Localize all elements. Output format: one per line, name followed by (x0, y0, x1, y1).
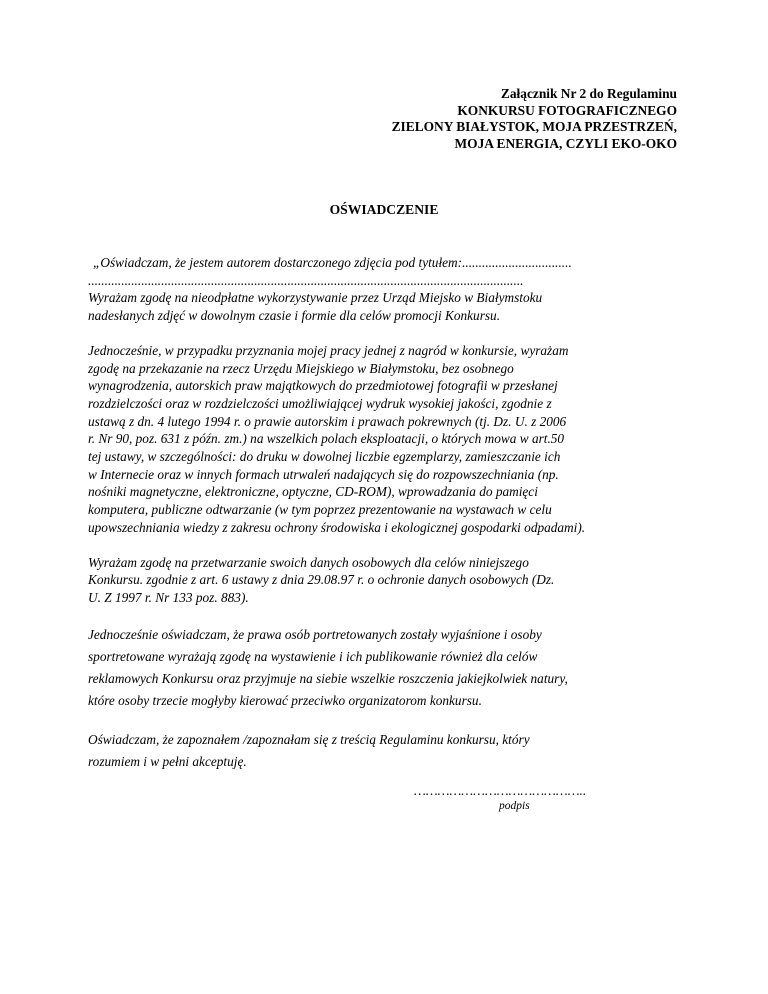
header-line-1: Załącznik Nr 2 do Regulaminu (500, 86, 677, 101)
paragraph-3-personal-data: Wyrażam zgodę na przetwarzanie swoich danych osobowych dla celów niniejszego Konkursu. zgodnie z art. 6 ustawy z dnia 29.08.97 r. o ochronie danych osobowych (Dz. U. Z 1997 r. Nr 133 poz. 883). (88, 554, 555, 605)
paragraph-4-portrait-consent: Jednocześnie oświadczam, że prawa osób portretowanych zostały wyjaśnione i osoby sportretowane wyrażają zgodę na wystawienie i ich publikowanie również dla celów reklamowych Konkursu oraz przyjmuje na siebie wszelkie roszczenia jakiejkolwiek natury, które osoby trzecie mogłyby kierować przeciwko organizatorom konkursu. (88, 626, 568, 708)
header-line-4: MOJA ENERGIA, CZYLI EKO-OKO (454, 135, 677, 151)
paragraph-5-rules-acceptance: Oświadczam, że zapoznałem /zapoznałam się z treścią Regulaminu konkursu, który rozumiem i w pełni akceptuję. (88, 731, 530, 769)
statement-body (88, 254, 688, 773)
document-title: OŚWIADCZENIE (329, 202, 439, 217)
attachment-header (217, 86, 677, 152)
paragraph-1-dotted-line: ................................................................................................................................... (88, 272, 524, 288)
signature-label: podpis (499, 800, 530, 812)
paragraph-2-rights-transfer: Jednocześnie, w przypadku przyznania mojej pracy jednej z nagród w konkursie, wyrażam zgodę na przekazanie na rzecz Urzędu Miejskiego w Białymstoku, bez osobnego wynagrodzenia, autorskich praw majątkowych do przedmiotowej fotografii w przesłanej rozdzielczości oraz w rozdzielczości umożliwiającej wydruk wysokiej jakości, zgodnie z ustawą z dn. 4 lutego 1994 r. o prawie autorskim i prawach pokrewnych (tj. Dz. U. z 2006 r. Nr 90, poz. 631 z późn. zm.) na wszelkich polach eksploatacji, o których mowa w art.50 tej ustawy, w szczególności: do druku w dowolnej liczbie egzemplarzy, zamieszczanie ich w Internecie oraz w innych formach utrwaleń nadających się do rozpowszechniania (np. nośniki magnetyczne, elektroniczne, optyczne, CD-ROM), wprowadzania do pamięci komputera, publiczne odtwarzanie (w tym poprzez prezentowanie na wystawach w celu upowszechniania wiedzy z zakresu ochrony środowiska i ekologicznej gospodarki odpadami). (88, 342, 586, 535)
paragraph-1-line-1: „Oświadczam, że jestem autorem dostarczonego zdjęcia pod tytułem:................................. (93, 255, 572, 270)
header-line-3: ZIELONY BIAŁYSTOK, MOJA PRZESTRZEŃ, (391, 119, 677, 134)
header-line-2: KONKURSU FOTOGRAFICZNEGO (457, 102, 677, 118)
signature-line: …………………………………….. (414, 783, 587, 798)
paragraph-1-consent: Wyrażam zgodę na nieodpłatne wykorzystywanie przez Urząd Miejsko w Białymstoku nadesłanych zdjęć w dowolnym czasie i formie dla celów promocji Konkursu. (88, 290, 543, 324)
